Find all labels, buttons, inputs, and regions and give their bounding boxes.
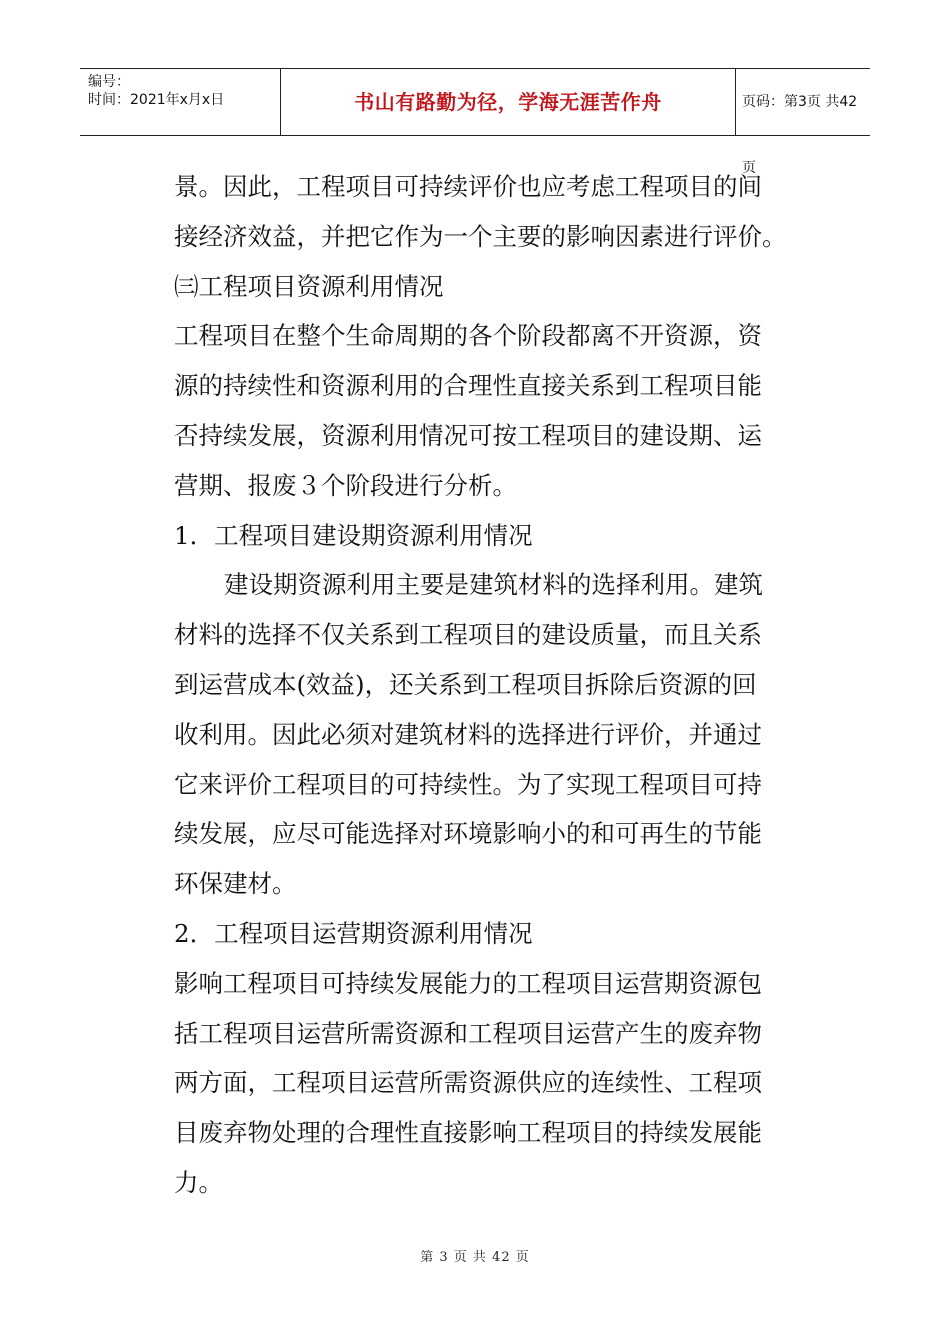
body-line: 影响工程项目可持续发展能力的工程项目运营期资源包 <box>174 968 762 998</box>
section-heading: ㈢工程项目资源利用情况 <box>174 271 444 301</box>
body-line: 目废弃物处理的合理性直接影响工程项目的持续发展能 <box>174 1118 762 1148</box>
body-line: 环保建材。 <box>174 869 297 899</box>
header-meta-cell <box>80 69 281 135</box>
header-page-info: 页码：第3页 共42页 <box>742 94 858 176</box>
subsection-heading: 1．工程项目建设期资源利用情况 <box>174 520 533 550</box>
body-line: 源的持续性和资源利用的合理性直接关系到工程项目能 <box>174 371 762 401</box>
body-line: 材料的选择不仅关系到工程项目的建设质量，而且关系 <box>174 620 762 650</box>
body-line: 两方面，工程项目运营所需资源供应的连续性、工程项 <box>174 1068 762 1098</box>
subsection-heading: 2．工程项目运营期资源利用情况 <box>174 918 533 948</box>
body-line: 括工程项目运营所需资源和工程项目运营产生的废弃物 <box>174 1018 762 1048</box>
header-motto: 书山有路勤为径，学海无涯苦作舟 <box>281 69 736 135</box>
document-header <box>80 68 870 176</box>
header-number-label: 编号： <box>88 74 130 90</box>
body-line: 它来评价工程项目的可持续性。为了实现工程项目可持 <box>174 769 762 799</box>
body-line: 接经济效益，并把它作为一个主要的影响因素进行评价。 <box>174 221 787 251</box>
header-time-label: 时间：2021年x月x日 <box>88 92 225 108</box>
page-footer: 第 3 页 共 42 页 <box>420 1250 530 1265</box>
body-line: 否持续发展，资源利用情况可按工程项目的建设期、运 <box>174 420 762 450</box>
body-line: 收利用。因此必须对建筑材料的选择进行评价，并通过 <box>174 719 762 749</box>
body-line: 续发展，应尽可能选择对环境影响小的和可再生的节能 <box>174 819 762 849</box>
body-line: 景。因此，工程项目可持续评价也应考虑工程项目的间 <box>174 172 762 201</box>
document-body <box>174 162 804 1208</box>
body-line: 力。 <box>174 1167 223 1197</box>
body-line: 建设期资源利用主要是建筑材料的选择利用。建筑 <box>224 570 763 600</box>
body-line: 营期、报废３个阶段进行分析。 <box>174 470 517 500</box>
body-line: 工程项目在整个生命周期的各个阶段都离不开资源，资 <box>174 321 762 351</box>
body-line: 到运营成本(效益)，还关系到工程项目拆除后资源的回 <box>174 669 757 699</box>
